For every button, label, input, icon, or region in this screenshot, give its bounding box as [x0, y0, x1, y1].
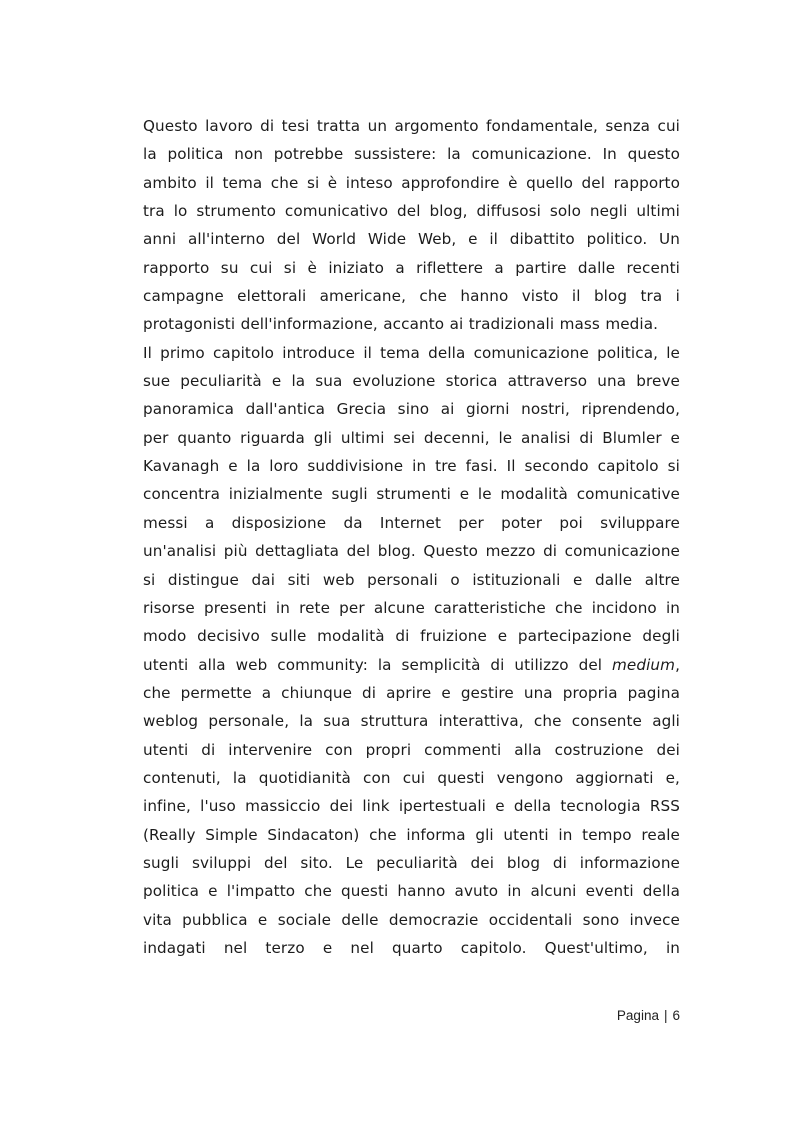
text-line: che permette a chiunque di aprire e gestire una propria pagina — [143, 683, 680, 702]
body-text — [143, 112, 680, 962]
text-line: protagonisti dell'informazione, accanto ai tradizionali mass media. — [143, 315, 659, 334]
text-line: ambito il tema che si è inteso approfondire è quello del rapporto — [143, 173, 680, 192]
medium-italic: medium — [612, 655, 676, 674]
text-line: modo decisivo sulle modalità di fruizione e partecipazione degli — [143, 627, 680, 646]
text-line: concentra inizialmente sugli strumenti e le modalità comunicative — [143, 485, 680, 504]
text-line: politica e l'impatto che questi hanno avuto in alcuni eventi della — [143, 882, 680, 901]
text-line: sue peculiarità e la sua evoluzione storica attraverso una breve — [143, 372, 680, 391]
text-line: Il primo capitolo introduce il tema della comunicazione politica, le — [143, 343, 680, 362]
text-line: contenuti, la quotidianità con cui questi vengono aggiornati e, — [143, 768, 680, 787]
paragraph-chapters — [143, 339, 680, 963]
text-line-medium — [143, 651, 680, 679]
text-line: anni all'interno del World Wide Web, e il dibattito politico. Un — [143, 230, 680, 249]
text-line: Kavanagh e la loro suddivisione in tre fasi. Il secondo capitolo si — [143, 457, 680, 476]
text-line: sugli sviluppi del sito. Le peculiarità dei blog di informazione — [143, 853, 680, 872]
text-line: Questo lavoro di tesi tratta un argomento fondamentale, senza cui — [143, 117, 680, 135]
text-line: per quanto riguarda gli ultimi sei decenni, le analisi di Blumler e — [143, 428, 680, 447]
text-line: campagne elettorali americane, che hanno visto il blog tra i — [143, 287, 680, 306]
text-line: rapporto su cui si è iniziato a riflettere a partire dalle recenti — [143, 258, 680, 277]
medium-line-before: utenti alla web community: la semplicità di utilizzo del — [143, 655, 613, 674]
medium-line-after: , — [675, 655, 680, 674]
text-line: vita pubblica e sociale delle democrazie occidentali sono invece — [143, 910, 680, 929]
text-line: utenti di intervenire con propri commenti alla costruzione dei — [143, 740, 680, 759]
text-line: panoramica dall'antica Grecia sino ai giorni nostri, riprendendo, — [143, 400, 680, 419]
text-line: tra lo strumento comunicativo del blog, diffusosi solo negli ultimi — [143, 202, 680, 221]
text-line: messi a disposizione da Internet per poter poi sviluppare — [143, 513, 680, 532]
paragraph-intro — [143, 112, 680, 339]
text-line: si distingue dai siti web personali o istituzionali e dalle altre — [143, 570, 680, 589]
page-label: Pagina — [616, 1008, 659, 1023]
text-line: la politica non potrebbe sussistere: la comunicazione. In questo — [143, 145, 680, 164]
text-line: risorse presenti in rete per alcune caratteristiche che incidono in — [143, 598, 680, 617]
text-line: indagati nel terzo e nel quarto capitolo. Quest'ultimo, in — [143, 938, 680, 957]
text-line: infine, l'uso massiccio dei link ipertestuali e della tecnologia RSS — [143, 797, 680, 816]
text-line: un'analisi più dettagliata del blog. Questo mezzo di comunicazione — [143, 542, 680, 561]
page-footer — [617, 1008, 680, 1023]
text-line: (Really Simple Sindacaton) che informa gli utenti in tempo reale — [143, 825, 680, 844]
page-number: 6 — [672, 1008, 680, 1023]
footer-separator: | — [663, 1008, 668, 1023]
text-line: weblog personale, la sua struttura interattiva, che consente agli — [143, 712, 680, 731]
